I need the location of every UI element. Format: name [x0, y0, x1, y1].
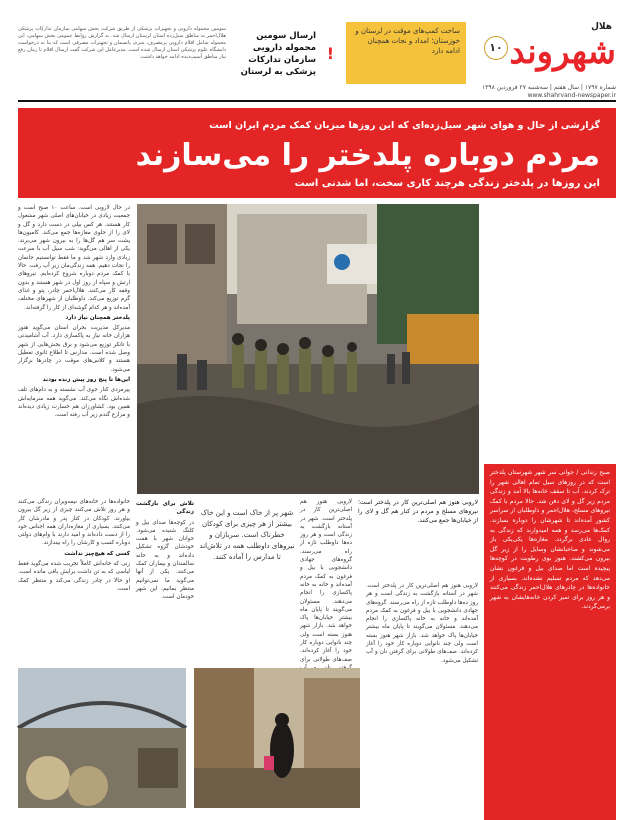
main-headline: مردم دوباره پلدختر را می‌سازند: [135, 138, 600, 173]
column-1b-text: مدیرکل مدیریت بحران استان می‌گوید هنوز هزاران خانه نیاز به پاکسازی دارد. آب آشامیدنی با تانکر توزیع می‌شود و برق بخش‌هایی از شهر وصل شده است. مدارس تا اطلاع ثانوی تعطیل هستند و کلاس‌های موقت در چادرها برگزار می‌شود.: [18, 325, 130, 373]
main-photo: [137, 204, 479, 494]
issue-line: شماره ۱۷۹۷ | سال هفتم | سه‌شنبه ۲۷ فروردین ۱۳۹۸: [481, 84, 616, 91]
column-2b-text: زنی که خانه‌اش کاملاً تخریب شده می‌گوید فقط لباسی که به تن داشت برایش باقی مانده است. او حالا در چادر زندگی می‌کند و منتظر کمک است.: [18, 561, 130, 592]
teaser-body: سومین محموله دارویی و تجهیزات پزشکی از طریق شرکت بخش سهامی سازمان تدارکات پزشکی هلال‌احمر به مناطق سیل‌زده استان لرستان ارسال شد. به گزارش روابط عمومی بخش سهامی، این محموله شامل اقلام دارویی پرمصرف، سرم، پانسمان و تجهیزات مصرفی است که بنا به درخواست دانشگاه علوم پزشکی استان ارسال شده است. مدیرعامل این شرکت گفت ارسال اقلام تا زمان رفع نیاز مناطق آسیب‌دیده ادامه خواهد داشت.: [18, 26, 226, 60]
article-column-4: [136, 498, 194, 662]
section-heading: پلدختر همچنان نیاز دارد: [65, 314, 130, 321]
logo-subtitle: هلال: [591, 22, 612, 32]
column-2-text: خانواده‌ها در خانه‌های نیمه‌ویران زندگی می‌کنند و هر روز تلاش می‌کنند چیزی از زیر گل بیرون بیاورند. کودکان در کنار پدر و مادرشان کار می‌کنند. بسیاری از مغازه‌داران همه اجناس خود را از دست داده‌اند و امید دارند با وام‌های دولتی دوباره کسب و کارشان را راه بیندازند.: [18, 499, 130, 547]
section-heading: این‌ها تا پنج روز پیش زنده بودند: [42, 376, 130, 383]
article-column-3: [300, 498, 352, 662]
section-heading: کسی که هیچ‌چیز نداشت: [64, 550, 130, 557]
page-number: ۱۰: [484, 36, 508, 60]
website-url[interactable]: www.shahrvand-newspaper.ir: [527, 92, 616, 99]
column-4-text: در کوچه‌ها صدای بیل و کلنگ شنیده می‌شود. جوانان شهر با همت خودشان گروه تشکیل داده‌اند و به خانه سالمندان و بیماران کمک می‌کنند. یکی از آنها می‌گوید ما نمی‌توانیم منتظر بمانیم، این شهر خودمان است.: [136, 519, 194, 601]
column-1c-text: پیرمردی کنار جوی آب نشسته و به دام‌های تلف شده‌اش نگاه می‌کند. می‌گوید همه سرمایه‌اش همین بود. کشاورزان هم خسارت زیادی دیده‌اند و مزارع گندم زیر آب رفته است.: [18, 387, 130, 419]
headline-kicker: گزارشی از حال و هوای شهر سیل‌زده‌ای که این روزها میزبان کمک مردم ایران است: [209, 120, 600, 131]
masthead: [18, 22, 616, 98]
section-heading: تلاش برای بازگشت زندگی: [136, 501, 194, 516]
photo-caption: لاروبی هنوز هم اصلی‌ترین کار در پلدختر است؛ نیروهای مسلح و مردم در کنار هم گل و لای را از خیابان‌ها جمع می‌کنند.: [358, 499, 478, 524]
header-divider: [18, 100, 616, 102]
article-column-5: [366, 582, 478, 810]
subheadline: این روزها در پلدختر زندگی هرچند کاری سخت، اما شدنی است: [294, 178, 600, 189]
bridge-photo: [18, 668, 186, 808]
teaser-title: ارسال سومین محموله دارویی سازمان تدارکات پزشکی به لرستان: [240, 31, 316, 77]
headline-banner: [18, 108, 616, 198]
logo-title: شهروند: [509, 32, 616, 72]
exclamation-icon: !: [326, 44, 334, 63]
street-photo: [194, 668, 360, 808]
article-column-2: [18, 498, 130, 660]
promo-box: ساخت کمپ‌های موقت در لرستان و خوزستان؛ امداد و نجات همچنان ادامه دارد: [346, 22, 466, 84]
column-5-text: لاروبی هنوز هم اصلی‌ترین کار در پلدختر است. شهر در آستانه بازگشت به زندگی است و هر روز ده‌ها داوطلب تازه از راه می‌رسند. گروه‌های جهادی دانشجویی با بیل و فرغون به کمک مردم آمده‌اند و خانه به خانه پاکسازی را انجام می‌دهند. مسئولان می‌گویند تا پایان ماه بیشتر خیابان‌ها پاک خواهد شد. بازار شهر هنوز بسته است ولی چند نانوایی دوباره کار خود را آغاز کرده‌اند. صف‌های طولانی برای گرفتن نان و آب تشکیل می‌شود.: [366, 583, 478, 664]
pull-quote: شهر پر از خاک است و این خاک بیشتر از هر چیزی برای کودکان خطرناک است. سربازان و نیروهای داوطلب همه در تلاش‌اند تا مدارس را آماده کنند.: [199, 509, 295, 561]
column-1-text: در حال لاروبی است. ساعت ۱۰ صبح است و جمعیت زیادی در خیابان‌های اصلی شهر مشغول کار هستند. هر کس بیلی در دست دارد و گل و لای را از جلوی مغازه‌ها جمع می‌کند. کامیون‌ها پشت سر هم گل‌ها را به بیرون شهر می‌برند. یکی از اهالی می‌گوید: شب سیل آب با سرعت زیادی وارد شهر شد و ما فقط توانستیم جانمان را نجات دهیم. همه زندگی‌مان زیر آب رفت. حالا با کمک مردم دوباره شروع کرده‌ایم. نیروهای ارتش و سپاه از روز اول در شهر هستند و بدون وقفه کار می‌کنند. هلال‌احمر چادر، پتو و غذای گرم توزیع می‌کند. داوطلبان از شهرهای مختلف آمده‌اند و هر کدام گوشه‌ای از کار را گرفته‌اند.: [18, 205, 130, 311]
red-sidebar-box: صبح زندانی / جوانی سر شهر شهرستان پلدختر است که در روزهای سیل تمام اهالی شهر را ترک کردند. آب تا سقف خانه‌ها بالا آمد و زندگی مردم زیر گل و لای دفن شد. حالا مردم با کمک نیروهای مسلح، هلال‌احمر و داوطلبان از سراسر کشور آمده‌اند تا شهرشان را دوباره بسازند. کمک‌ها می‌رسد و همه امیدوارند که زندگی به روال عادی برگردد. مغازه‌ها یکی‌یکی باز می‌شوند و صاحبانشان وسایل را از زیر گل بیرون می‌کشند. هنوز بوی رطوبت در کوچه‌ها پیچیده است اما صدای بیل و فرغون نشان می‌دهد که مردم تسلیم نشده‌اند. بسیاری از خانواده‌ها در چادرهای هلال‌احمر زندگی می‌کنند و هر روز برای تمیز کردن خانه‌هایشان به شهر برمی‌گردند.: [484, 464, 616, 820]
column-3-text: لاروبی هنوز هم اصلی‌ترین کار در پلدختر است. شهر در آستانه بازگشت به زندگی است و هر روز ده‌ها داوطلب تازه از راه می‌رسند. گروه‌های جهادی دانشجویی با بیل و فرغون به کمک مردم آمده‌اند و خانه به خانه پاکسازی را انجام می‌دهند. مسئولان می‌گویند تا پایان ماه بیشتر خیابان‌ها پاک خواهد شد. بازار شهر هنوز بسته است ولی چند نانوایی دوباره کار خود را آغاز کرده‌اند. صف‌های طولانی برای: [300, 499, 352, 663]
